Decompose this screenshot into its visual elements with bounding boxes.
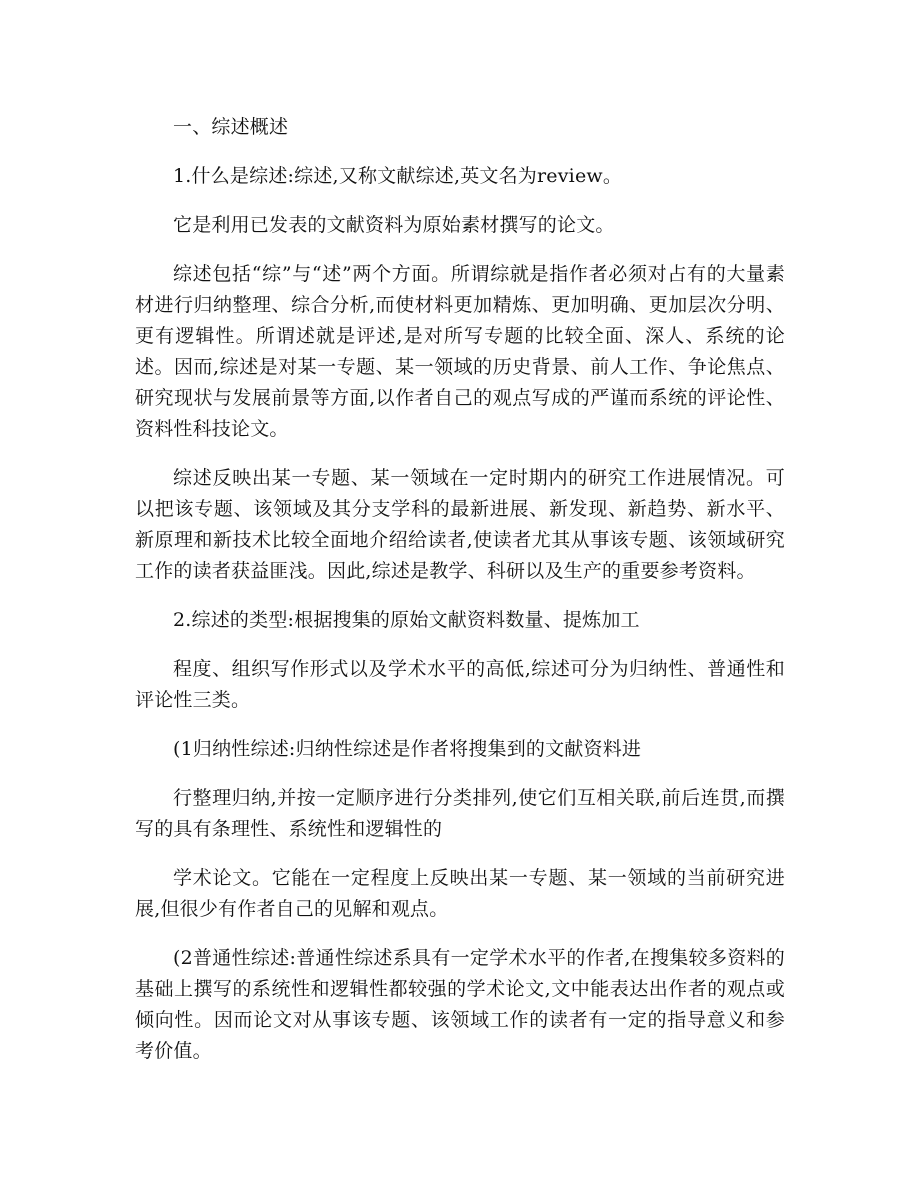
paragraph-two-aspects: 综述包括“综”与“述”两个方面。所谓综就是指作者必须对占有的大量素材进行归纳整理、综合分析,而使材料更加精炼、更加明确、更加层次分明、更有逻辑性。所谓述就是评述,是对所写专题的比较全面、深人、系统的论述。因而,综述是对某一专题、某一领域的历史背景、前人工作、争论焦点、研究现状与发展前景等方面,以作者自己的观点写成的严谨而系统的评论性、资料性科技论文。 — [135, 263, 785, 440]
paragraph-types-detail: 程度、组织写作形式以及学术水平的高低,综述可分为归纳性、普通性和评论性三类。 — [135, 658, 785, 711]
document-body — [135, 112, 785, 1085]
paragraph-inductive-detail: 行整理归纳,并按一定顺序进行分类排列,使它们互相关联,前后连贯,而撰写的具有条理性、系统性和逻辑性的 — [135, 787, 785, 840]
paragraph-inductive-conclusion: 学术论文。它能在一定程度上反映出某一专题、某一领域的当前研究进展,但很少有作者自己的见解和观点。 — [135, 867, 785, 920]
section-heading: 一、综述概述 — [173, 116, 289, 138]
paragraph-significance: 综述反映出某一专题、某一领域在一定时期内的研究工作进展情况。可以把该专题、该领域及其分支学科的最新进展、新发现、新趋势、新水平、新原理和新技术比较全面地介绍给读者,使读者尤其从事该专题、该领域研究工作的读者获益匪浅。因此,综述是教学、科研以及生产的重要参考资料。 — [135, 467, 785, 582]
paragraph-what-is-review: 1.什么是综述:综述,又称文献综述,英文名为review。 — [173, 165, 623, 187]
paragraph-types-heading: 2.综述的类型:根据搜集的原始文献资料数量、提炼加工 — [173, 609, 640, 631]
paragraph-inductive-heading: (1归纳性综述:归纳性综述是作者将搜集到的文献资料进 — [173, 738, 642, 760]
paragraph-general-review: (2普通性综述:普通性综述系具有一定学术水平的作者,在搜集较多资料的基础上撰写的系统性和逻辑性都较强的学术论文,文中能表达出作者的观点或倾向性。因而论文对从事该专题、该领域工作的读者有一定的指导意义和参考价值。 — [135, 947, 785, 1062]
paragraph-definition: 它是利用已发表的文献资料为原始素材撰写的论文。 — [173, 214, 615, 236]
